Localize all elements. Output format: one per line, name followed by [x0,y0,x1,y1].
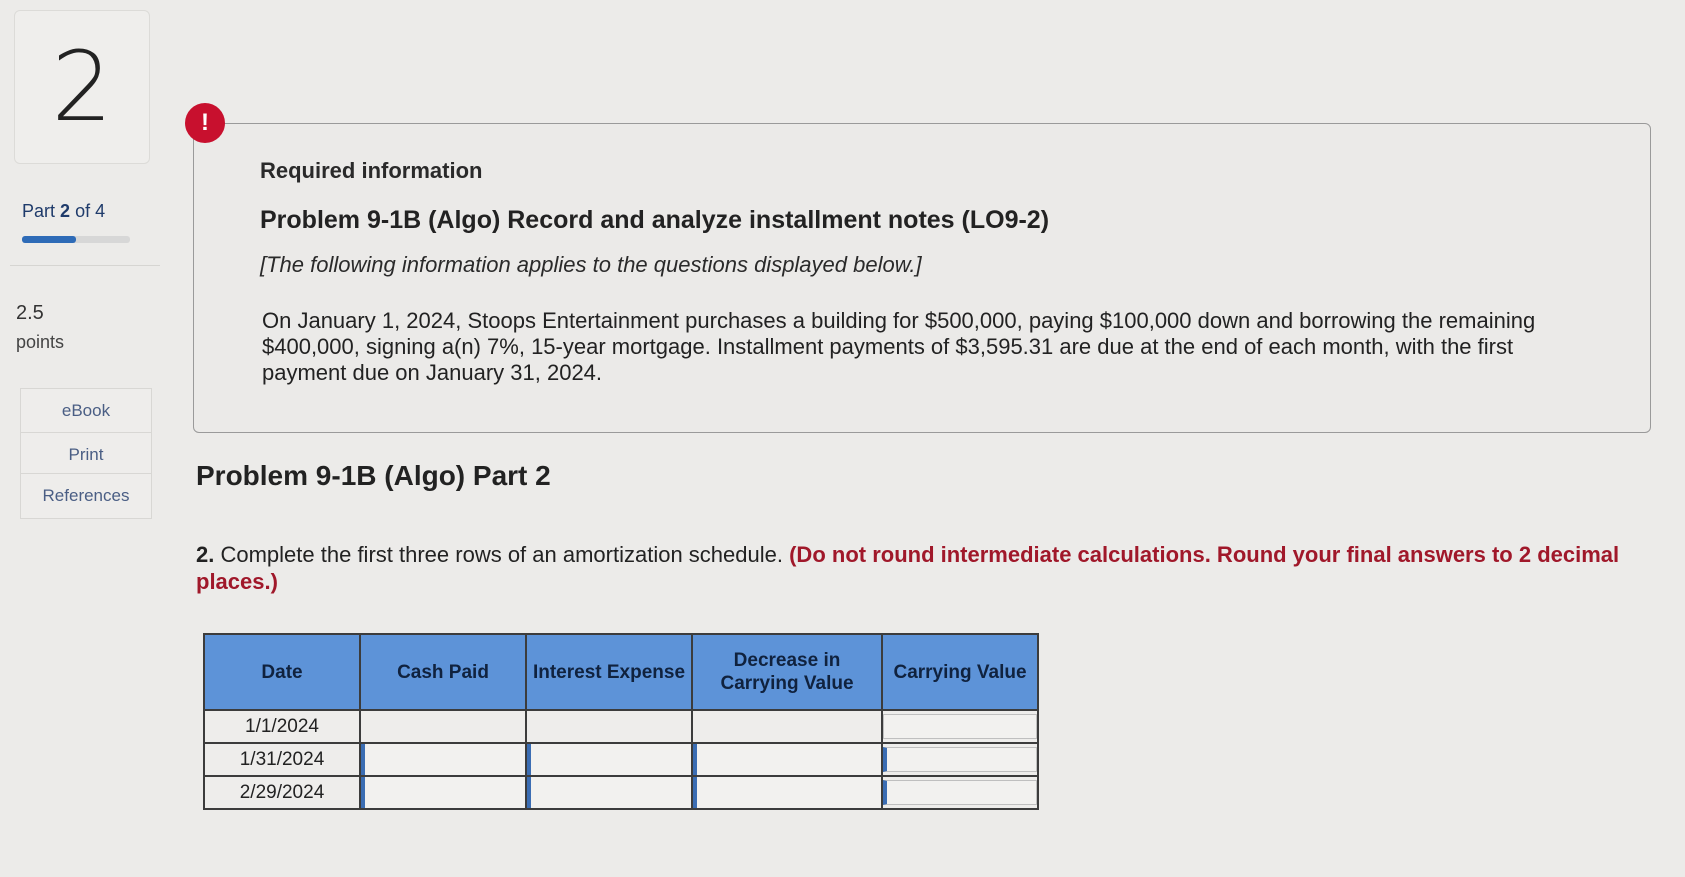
part-progress-bar [22,236,130,243]
points-value: 2.5 [16,302,44,324]
table-row [204,743,1038,776]
question-prompt [196,541,1646,595]
decrease-carrying-value-input[interactable] [693,777,881,808]
question-label: 2. [196,542,215,567]
header-carrying-value: Carrying Value [882,634,1038,710]
problem-title: Problem 9-1B (Algo) Record and analyze installment notes (LO9-2) [260,206,1050,234]
references-button[interactable]: References [20,473,152,519]
part-title: Problem 9-1B (Algo) Part 2 [196,460,551,491]
ebook-button[interactable]: eBook [20,388,152,434]
carrying-value-cell [882,743,1038,776]
part-progress-fill [22,236,76,243]
carrying-value-input[interactable] [883,714,1037,739]
cash-paid-cell [360,743,526,776]
part-indicator [22,201,105,222]
cash-paid-input[interactable] [361,744,525,775]
info-note: [The following information applies to the questions displayed below.] [260,252,922,277]
alert-icon: ! [185,103,225,143]
sidebar-divider [10,265,160,266]
interest-expense-cell-empty [526,710,692,743]
interest-expense-cell [526,743,692,776]
required-info-heading: Required information [260,158,483,183]
carrying-value-input[interactable] [883,747,1037,772]
header-cash-paid: Cash Paid [360,634,526,710]
scenario-text: On January 1, 2024, Stoops Entertainment purchases a building for $500,000, paying $100,000 down and borrowing the remaining $400,000, signing a(n) 7%, 15-year mortgage. Installment payments of $3,595.31 are due at the end of each month, with the first payment due on January 31, 2024. [262,308,1536,385]
interest-expense-cell [526,776,692,809]
table-header-row [204,634,1038,710]
interest-expense-input[interactable] [527,777,691,808]
table-row [204,710,1038,743]
part-current: 2 [60,201,71,221]
row-date: 1/1/2024 [204,710,360,743]
header-interest-expense: Interest Expense [526,634,692,710]
decrease-carrying-value-input[interactable] [693,744,881,775]
points-label: points [16,332,65,352]
part-total: of 4 [75,201,106,221]
decrease-cell-empty [692,710,882,743]
question-number: 2 [14,10,150,164]
amortization-table [203,633,1039,810]
part-word: Part [22,201,56,221]
print-button[interactable]: Print [20,432,152,478]
row-date: 2/29/2024 [204,776,360,809]
carrying-value-cell [882,710,1038,743]
header-date: Date [204,634,360,710]
header-decrease-carrying-value: Decrease in Carrying Value [692,634,882,710]
cash-paid-cell [360,776,526,809]
question-instruction: (Do not round intermediate calculations. Round your final answers to 2 decimal places.) [196,542,1620,594]
question-text: Complete the first three rows of an amortization schedule. [220,542,783,567]
interest-expense-input[interactable] [527,744,691,775]
cash-paid-input[interactable] [361,777,525,808]
carrying-value-cell [882,776,1038,809]
carrying-value-input[interactable] [883,780,1037,805]
row-date: 1/31/2024 [204,743,360,776]
decrease-cell [692,776,882,809]
cash-paid-cell-empty [360,710,526,743]
table-row [204,776,1038,809]
decrease-cell [692,743,882,776]
